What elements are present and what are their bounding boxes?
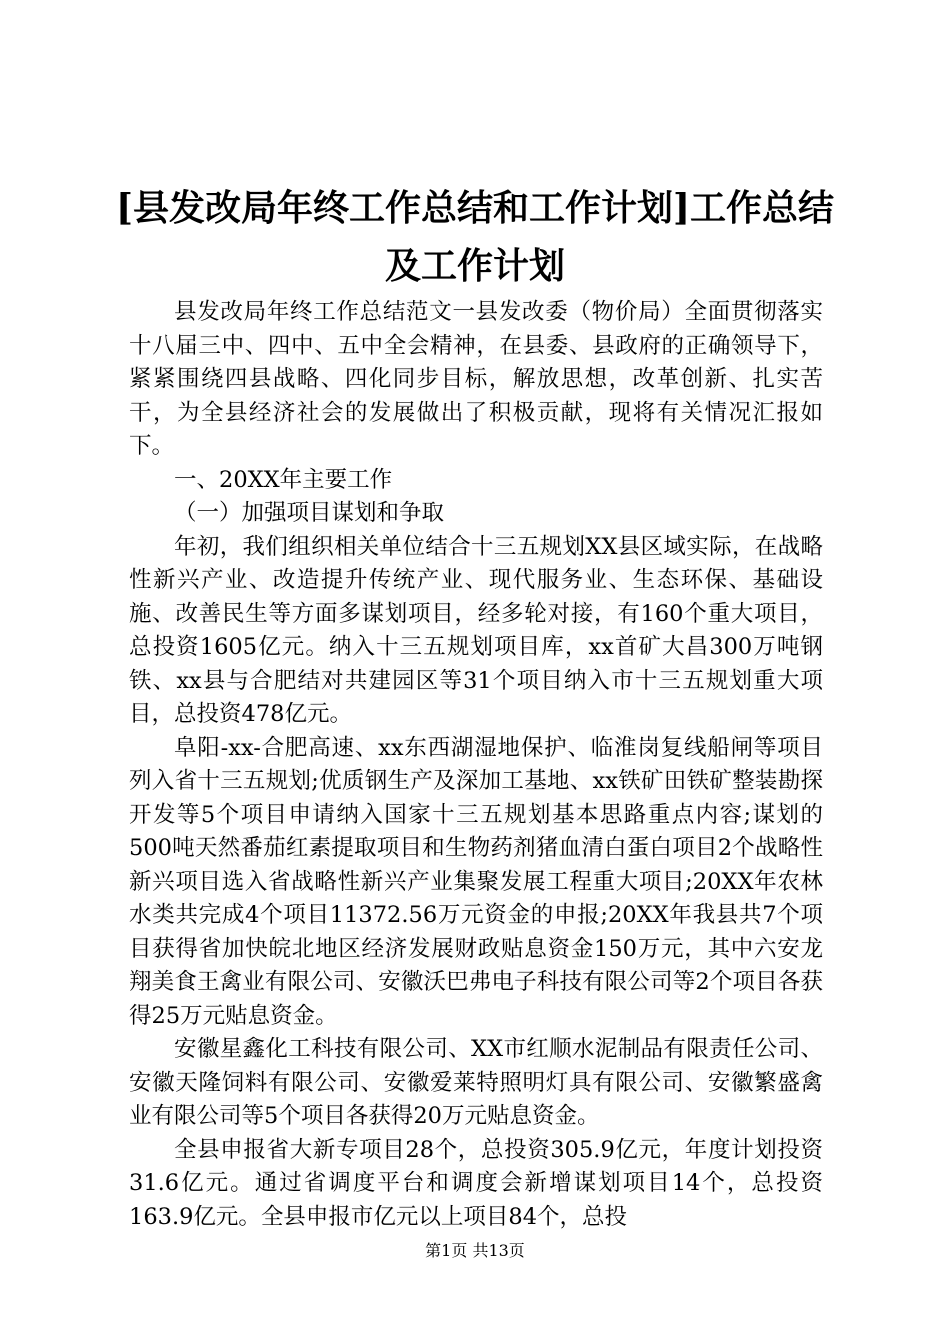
- paragraph: 年初，我们组织相关单位结合十三五规划XX县区域实际，在战略性新兴产业、改造提升传统产业、现代服务业、生态环保、基础设施、改善民生等方面多谋划项目，经多轮对接，有160个重大项目，总投资1605亿元。纳入十三五规划项目库，xx首矿大昌300万吨钢铁、xx县与合肥结对共建园区等31个项目纳入市十三五规划重大项目，总投资478亿元。: [129, 533, 823, 727]
- paragraph-intro: 县发改局年终工作总结范文一县发改委（物价局）全面贯彻落实十八届三中、四中、五中全会精神，在县委、县政府的正确领导下，紧紧围绕四县战略、四化同步目标，解放思想，改革创新、扎实苦干，为全县经济社会的发展做出了积极贡献，现将有关情况汇报如下。: [129, 299, 823, 459]
- section-heading: 一、20XX年主要工作: [174, 466, 393, 493]
- paragraph: 阜阳-xx-合肥高速、xx东西湖湿地保护、临淮岗复线船闸等项目列入省十三五规划;优质钢生产及深加工基地、xx铁矿田铁矿整装勘探开发等5个项目申请纳入国家十三五规划基本思路重点内容;谋划的500吨天然番茄红素提取项目和生物药剂猪血清白蛋白项目2个战略性新兴项目选入省战略性新兴产业集聚发展工程重大项目;20XX年农林水类共完成4个项目11372.56万元资金的申报;20XX年我县共7个项目获得省加快皖北地区经济发展财政贴息资金150万元，其中六安龙翔美食王禽业有限公司、安徽沃巴弗电子科技有限公司等2个项目各获得25万元贴息资金。: [129, 734, 823, 1029]
- subsection-heading: （一）加强项目谋划和争取: [174, 500, 445, 526]
- document-title-line-2: 及工作计划: [384, 245, 565, 287]
- paragraph: 安徽星鑫化工科技有限公司、XX市红顺水泥制品有限责任公司、安徽天隆饲料有限公司、安徽爱莱特照明灯具有限公司、安徽繁盛禽业有限公司等5个项目各获得20万元贴息资金。: [129, 1036, 823, 1129]
- document-title-line-1: [县发改局年终工作总结和工作计划]工作总结: [115, 187, 835, 229]
- paragraph: 全县申报省大新专项目28个，总投资305.9亿元，年度计划投资31.6亿元。通过省调度平台和调度会新增谋划项目14个，总投资163.9亿元。全县申报市亿元以上项目84个，总投: [129, 1136, 823, 1230]
- document-body: [129, 296, 823, 1234]
- page-number-footer: 第1页 共13页: [425, 1241, 525, 1260]
